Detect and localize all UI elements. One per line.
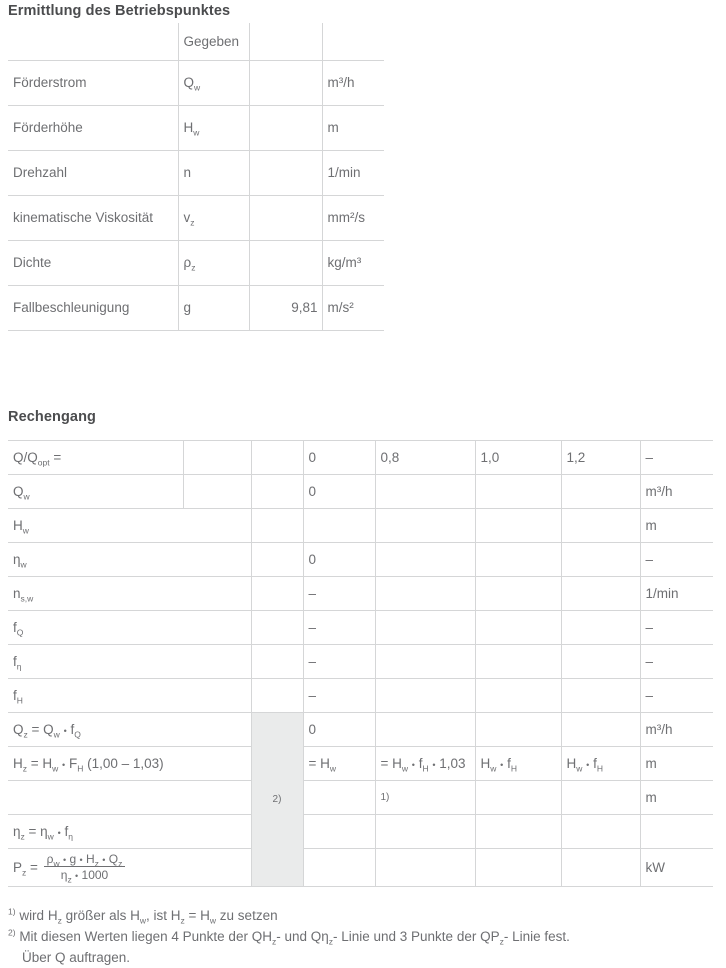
footnote-2: $^{2)}$ Mit diesen Werten liegen 4 Punkte der $QH_z-$ und $Q\eta_z-$ Linie und 3 Punkte der $QP_z-$ Linie fest.: [8, 927, 570, 947]
unit-cell: –: [640, 678, 713, 712]
section-gap: [8, 331, 726, 409]
data-cell: 0: [303, 542, 375, 576]
unit-cell: 1/min: [640, 576, 713, 610]
footnote-1: $^{1)}$ wird $H_z$ größer als $H_w$, ist $H_z = H_w$ zu setzen: [8, 906, 278, 926]
table-row: [8, 644, 713, 678]
symbol-cell: $v_z$: [178, 195, 249, 240]
table-row: [8, 195, 384, 240]
fraction-numerator: $\rho_w$ • g • $H_z$ • $Q_z$: [44, 852, 126, 867]
spacer-cell: [251, 610, 303, 644]
formula-lhs: $P_z$ =: [13, 859, 38, 878]
footnote-2-continued: Über Q auftragen.: [22, 949, 131, 965]
unit-cell: m: [322, 105, 384, 150]
row-label: Fallbeschleunigung: [8, 285, 178, 330]
spacer-cell: [251, 644, 303, 678]
value-cell: [249, 150, 322, 195]
data-cell: [475, 542, 561, 576]
data-cell: [475, 678, 561, 712]
symbol-cell: $\rho_z$: [178, 240, 249, 285]
unit-cell: m/s²: [322, 285, 384, 330]
unit-cell: kg/m³: [322, 240, 384, 285]
data-cell: [375, 542, 475, 576]
data-cell: [561, 780, 640, 814]
row-label: $\eta_z = \eta_w$ • $f_\eta$: [8, 814, 251, 848]
data-cell: [375, 678, 475, 712]
unit-cell: kW: [640, 848, 713, 886]
table-row: [8, 576, 713, 610]
unit-cell: –: [640, 542, 713, 576]
rechengang-table: [8, 440, 713, 887]
data-cell: [303, 814, 375, 848]
section2-title: Rechengang: [8, 408, 97, 425]
header-empty-cell: [8, 23, 178, 60]
table-row: [8, 440, 713, 474]
row-label: $Q_z = Q_w$ • $f_Q$: [8, 712, 251, 746]
data-cell: [375, 610, 475, 644]
table-row: [8, 746, 713, 780]
data-cell: = $H_w$ • $f_H$ • 1,03: [375, 746, 475, 780]
data-cell: [475, 576, 561, 610]
row-label: kinematische Viskosität: [8, 195, 178, 240]
data-cell: [375, 712, 475, 746]
data-cell: 1,2: [561, 440, 640, 474]
data-cell: [375, 644, 475, 678]
data-cell: [561, 542, 640, 576]
row-label: Dichte: [8, 240, 178, 285]
data-cell: [375, 814, 475, 848]
data-cell: [375, 508, 475, 542]
row-label: Förderstrom: [8, 60, 178, 105]
table-row: [8, 240, 384, 285]
spacer-cell: [183, 474, 251, 508]
footnote-ref-cell: 1): [375, 780, 475, 814]
spacer-cell: [251, 508, 303, 542]
symbol-cell: n: [178, 150, 249, 195]
data-cell: [475, 644, 561, 678]
data-cell: [475, 848, 561, 886]
row-label-formula: [8, 848, 251, 886]
value-cell: [249, 240, 322, 285]
table-row: [8, 678, 713, 712]
data-cell: [561, 576, 640, 610]
data-cell: [303, 848, 375, 886]
row-label: $Q_w$: [8, 474, 183, 508]
unit-cell: m³/h: [640, 712, 713, 746]
value-cell: [249, 195, 322, 240]
unit-cell: –: [640, 440, 713, 474]
data-cell: = $H_w$: [303, 746, 375, 780]
unit-cell: mm²/s: [322, 195, 384, 240]
table-row: [8, 105, 384, 150]
data-cell: [561, 508, 640, 542]
data-cell: 0,8: [375, 440, 475, 474]
data-cell: 0: [303, 440, 375, 474]
spacer-cell: [251, 542, 303, 576]
table-row: [8, 780, 713, 814]
data-cell: [475, 474, 561, 508]
data-cell: [375, 576, 475, 610]
symbol-cell: g: [178, 285, 249, 330]
table-header-row: [8, 23, 384, 60]
header-empty-cell: [322, 23, 384, 60]
data-cell: [561, 848, 640, 886]
formula-fraction: [44, 852, 126, 883]
data-cell: [475, 508, 561, 542]
table-row: [8, 474, 713, 508]
footnotes: [8, 905, 726, 968]
value-cell: 9,81: [249, 285, 322, 330]
fraction-denominator: $\eta_z$ • 1000: [60, 868, 109, 885]
table-row: [8, 814, 713, 848]
betriebspunkt-table: [8, 23, 384, 331]
row-label: $\eta_w$: [8, 542, 251, 576]
data-cell: [561, 610, 640, 644]
row-label: $n_{s,w}$: [8, 576, 251, 610]
symbol-cell: $Q_w$: [178, 60, 249, 105]
row-label: $H_w$: [8, 508, 251, 542]
spacer-cell: [251, 576, 303, 610]
unit-cell: m³/h: [322, 60, 384, 105]
table-row: [8, 60, 384, 105]
unit-cell: 1/min: [322, 150, 384, 195]
spacer-cell: [251, 474, 303, 508]
data-cell: –: [303, 576, 375, 610]
data-cell: [375, 474, 475, 508]
data-cell: 0: [303, 474, 375, 508]
spacer-cell: [251, 440, 303, 474]
data-cell: [303, 508, 375, 542]
row-label: $H_z = H_w$ • $F_H$ (1,00 – 1,03): [8, 746, 251, 780]
table-row: [8, 542, 713, 576]
data-cell: –: [303, 644, 375, 678]
shaded-merged-cell: 2): [251, 712, 303, 886]
data-cell: [475, 814, 561, 848]
unit-cell: m: [640, 780, 713, 814]
row-label: Drehzahl: [8, 150, 178, 195]
data-cell: 1,0: [475, 440, 561, 474]
unit-cell: m: [640, 508, 713, 542]
given-header-cell: Gegeben: [178, 23, 249, 60]
spacer-cell: [251, 678, 303, 712]
value-cell: [249, 105, 322, 150]
unit-cell: m³/h: [640, 474, 713, 508]
data-cell: $H_w$ • $f_H$: [475, 746, 561, 780]
data-cell: [475, 712, 561, 746]
row-label: $Q/Q_{opt}$ =: [8, 440, 183, 474]
data-cell: [303, 780, 375, 814]
table-row: [8, 712, 713, 746]
data-cell: [561, 712, 640, 746]
table-row: [8, 285, 384, 330]
row-label: $f_H$: [8, 678, 251, 712]
value-cell: [249, 60, 322, 105]
header-empty-cell: [249, 23, 322, 60]
data-cell: –: [303, 678, 375, 712]
data-cell: [561, 644, 640, 678]
table-row: [8, 610, 713, 644]
unit-cell: m: [640, 746, 713, 780]
data-cell: [561, 814, 640, 848]
unit-cell: –: [640, 644, 713, 678]
unit-cell: –: [640, 610, 713, 644]
data-cell: [561, 474, 640, 508]
row-label: $f_\eta$: [8, 644, 251, 678]
data-cell: –: [303, 610, 375, 644]
table-row: [8, 150, 384, 195]
data-cell: [475, 780, 561, 814]
data-cell: [475, 610, 561, 644]
data-cell: [375, 848, 475, 886]
symbol-cell: $H_w$: [178, 105, 249, 150]
table-row: [8, 848, 713, 886]
spacer-cell: [183, 440, 251, 474]
row-label: $f_Q$: [8, 610, 251, 644]
table-row: [8, 508, 713, 542]
row-label: [8, 780, 251, 814]
unit-cell: [640, 814, 713, 848]
data-cell: $H_w$ • $f_H$: [561, 746, 640, 780]
section1-title: Ermittlung des Betriebspunktes: [8, 3, 231, 19]
row-label: Förderhöhe: [8, 105, 178, 150]
data-cell: 0: [303, 712, 375, 746]
data-cell: [561, 678, 640, 712]
